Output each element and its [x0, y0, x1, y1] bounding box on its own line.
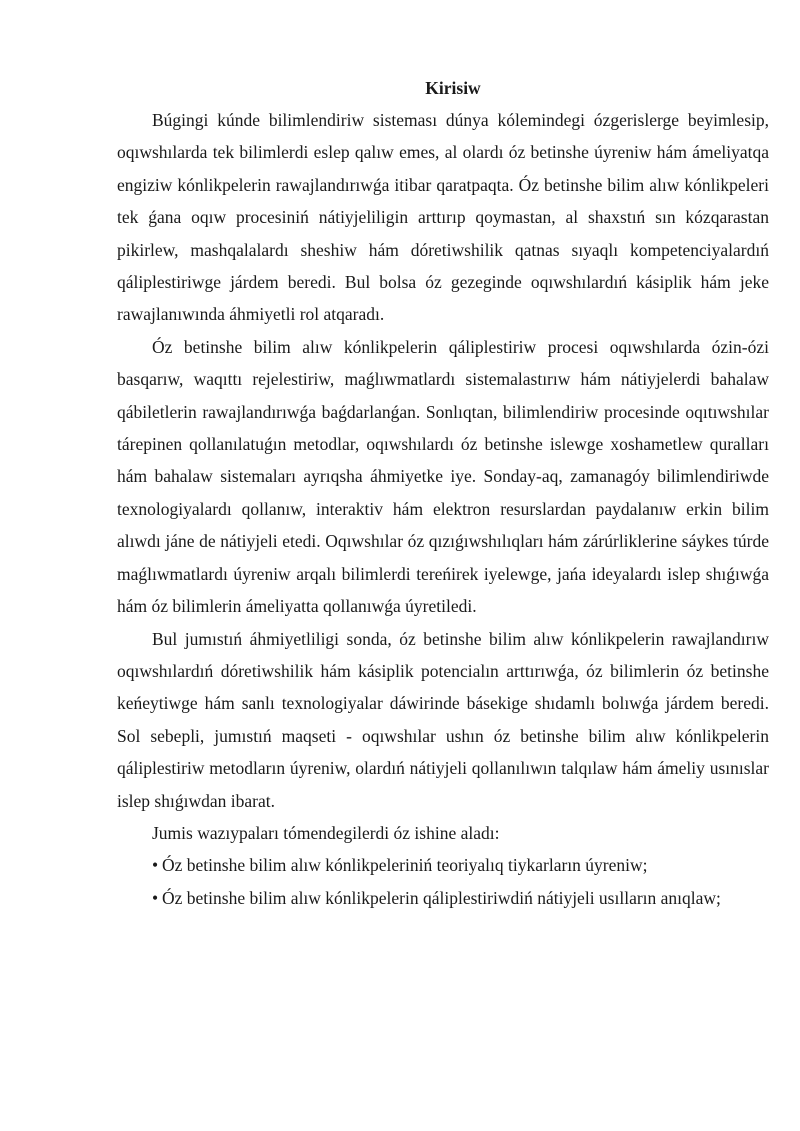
bullet-text: Óz betinshe bilim alıw kónlikpelerin qáliplestiriwdiń nátiyjeli usılların anıqlaw; — [162, 887, 721, 908]
paragraph-process: Óz betinshe bilim alıw kónlikpelerin qáliplestiriw procesi oqıwshılarda ózin-ózi basqarıw, waqıttı rejelestiriw, maǵlıwmatlardı sistemalastırıw hám nátiyjelerdi bahalaw qábiletlerin rawajlandırıwǵa baǵdarlanǵan. Sonlıqtan, bilimlendiriw procesinde oqıtıwshılar tárepinen qollanılatuǵın metodlar, oqıwshılardı óz betinshe islewge xoshametlew quralları hám bahalaw sistemaları ayrıqsha áhmiyetke iye. Sonday-aq, zamanagóy bilimlendiriwde texnologiyalardı qollanıw, interaktiv hám elektron resurslardan paydalanıw erkin bilim alıwdı jáne de nátiyjeli etedi. Oqıwshılar óz qızıǵıwshılıqları hám zárúrliklerine sáykes túrde maǵlıwmatlardı úyreniw arqalı bilimlerdi tereńirek iyelewge, jańa ideyalardı islep shıǵıwǵa hám óz bilimlerin ámeliyatta qollanıwǵa úyretiledi. — [117, 336, 769, 617]
paragraph-intro: Búgingi kúnde bilimlendiriw sisteması dúnya kólemindegi ózgerislerge beyimlesip, oqıwshılarda tek bilimlerdi eslep qalıw emes, al olardı óz betinshe úyreniw hám ámeliyatqa engiziw kónlikpelerin rawajlandırıwǵa itibar qaratpaqta. Óz betinshe bilim alıw kónlikpeleri tek ǵana oqıw procesiniń nátiyjeliligin arttırıp qoymastan, al shaxstıń sın kózqarastan pikirlew, mashqalalardı sheshiw hám dóretiwshilik qatnas sıyaqlı kompetenciyalardıń qáliplestiriwge járdem beredi. Bul bolsa óz gezeginde oqıwshılardıń kásiplik hám jeke rawajlanıwında áhmiyetli rol atqaradı. — [117, 110, 769, 325]
bullet-icon: • — [152, 887, 159, 908]
paragraph-importance: Bul jumıstıń áhmiyetliligi sonda, óz betinshe bilim alıw kónlikpelerin rawajlandırıw oqıwshılardıń dóretiwshilik hám kásiplik potencialın arttırıwǵa, óz bilimlerin óz betinshe keńeytiwge hám sanlı texnologiyalar dáwirinde básekige shıdamlı bolıwǵa járdem beredi. Sol sebepli, jumıstıń maqseti - oqıwshılar ushın óz betinshe bilim alıw kónlikpelerin qáliplestiriw metodların úyreniw, olardıń nátiyjeli qollanılıwın talqılaw hám ámeliy usınıslar islep shıǵıwdan ibarat. — [117, 628, 769, 811]
bullet-item — [117, 849, 769, 881]
bullet-text: Óz betinshe bilim alıw kónlikpeleriniń teoriyalıq tiykarların úyreniw; — [162, 855, 648, 876]
document-page — [117, 72, 769, 914]
bullet-icon: • — [152, 855, 159, 876]
paragraph-tasks-intro: Jumis wazıypaları tómendegilerdi óz ishine aladı: — [152, 822, 500, 843]
bullet-item — [117, 882, 769, 914]
document-title: Kirisiw — [425, 78, 481, 98]
